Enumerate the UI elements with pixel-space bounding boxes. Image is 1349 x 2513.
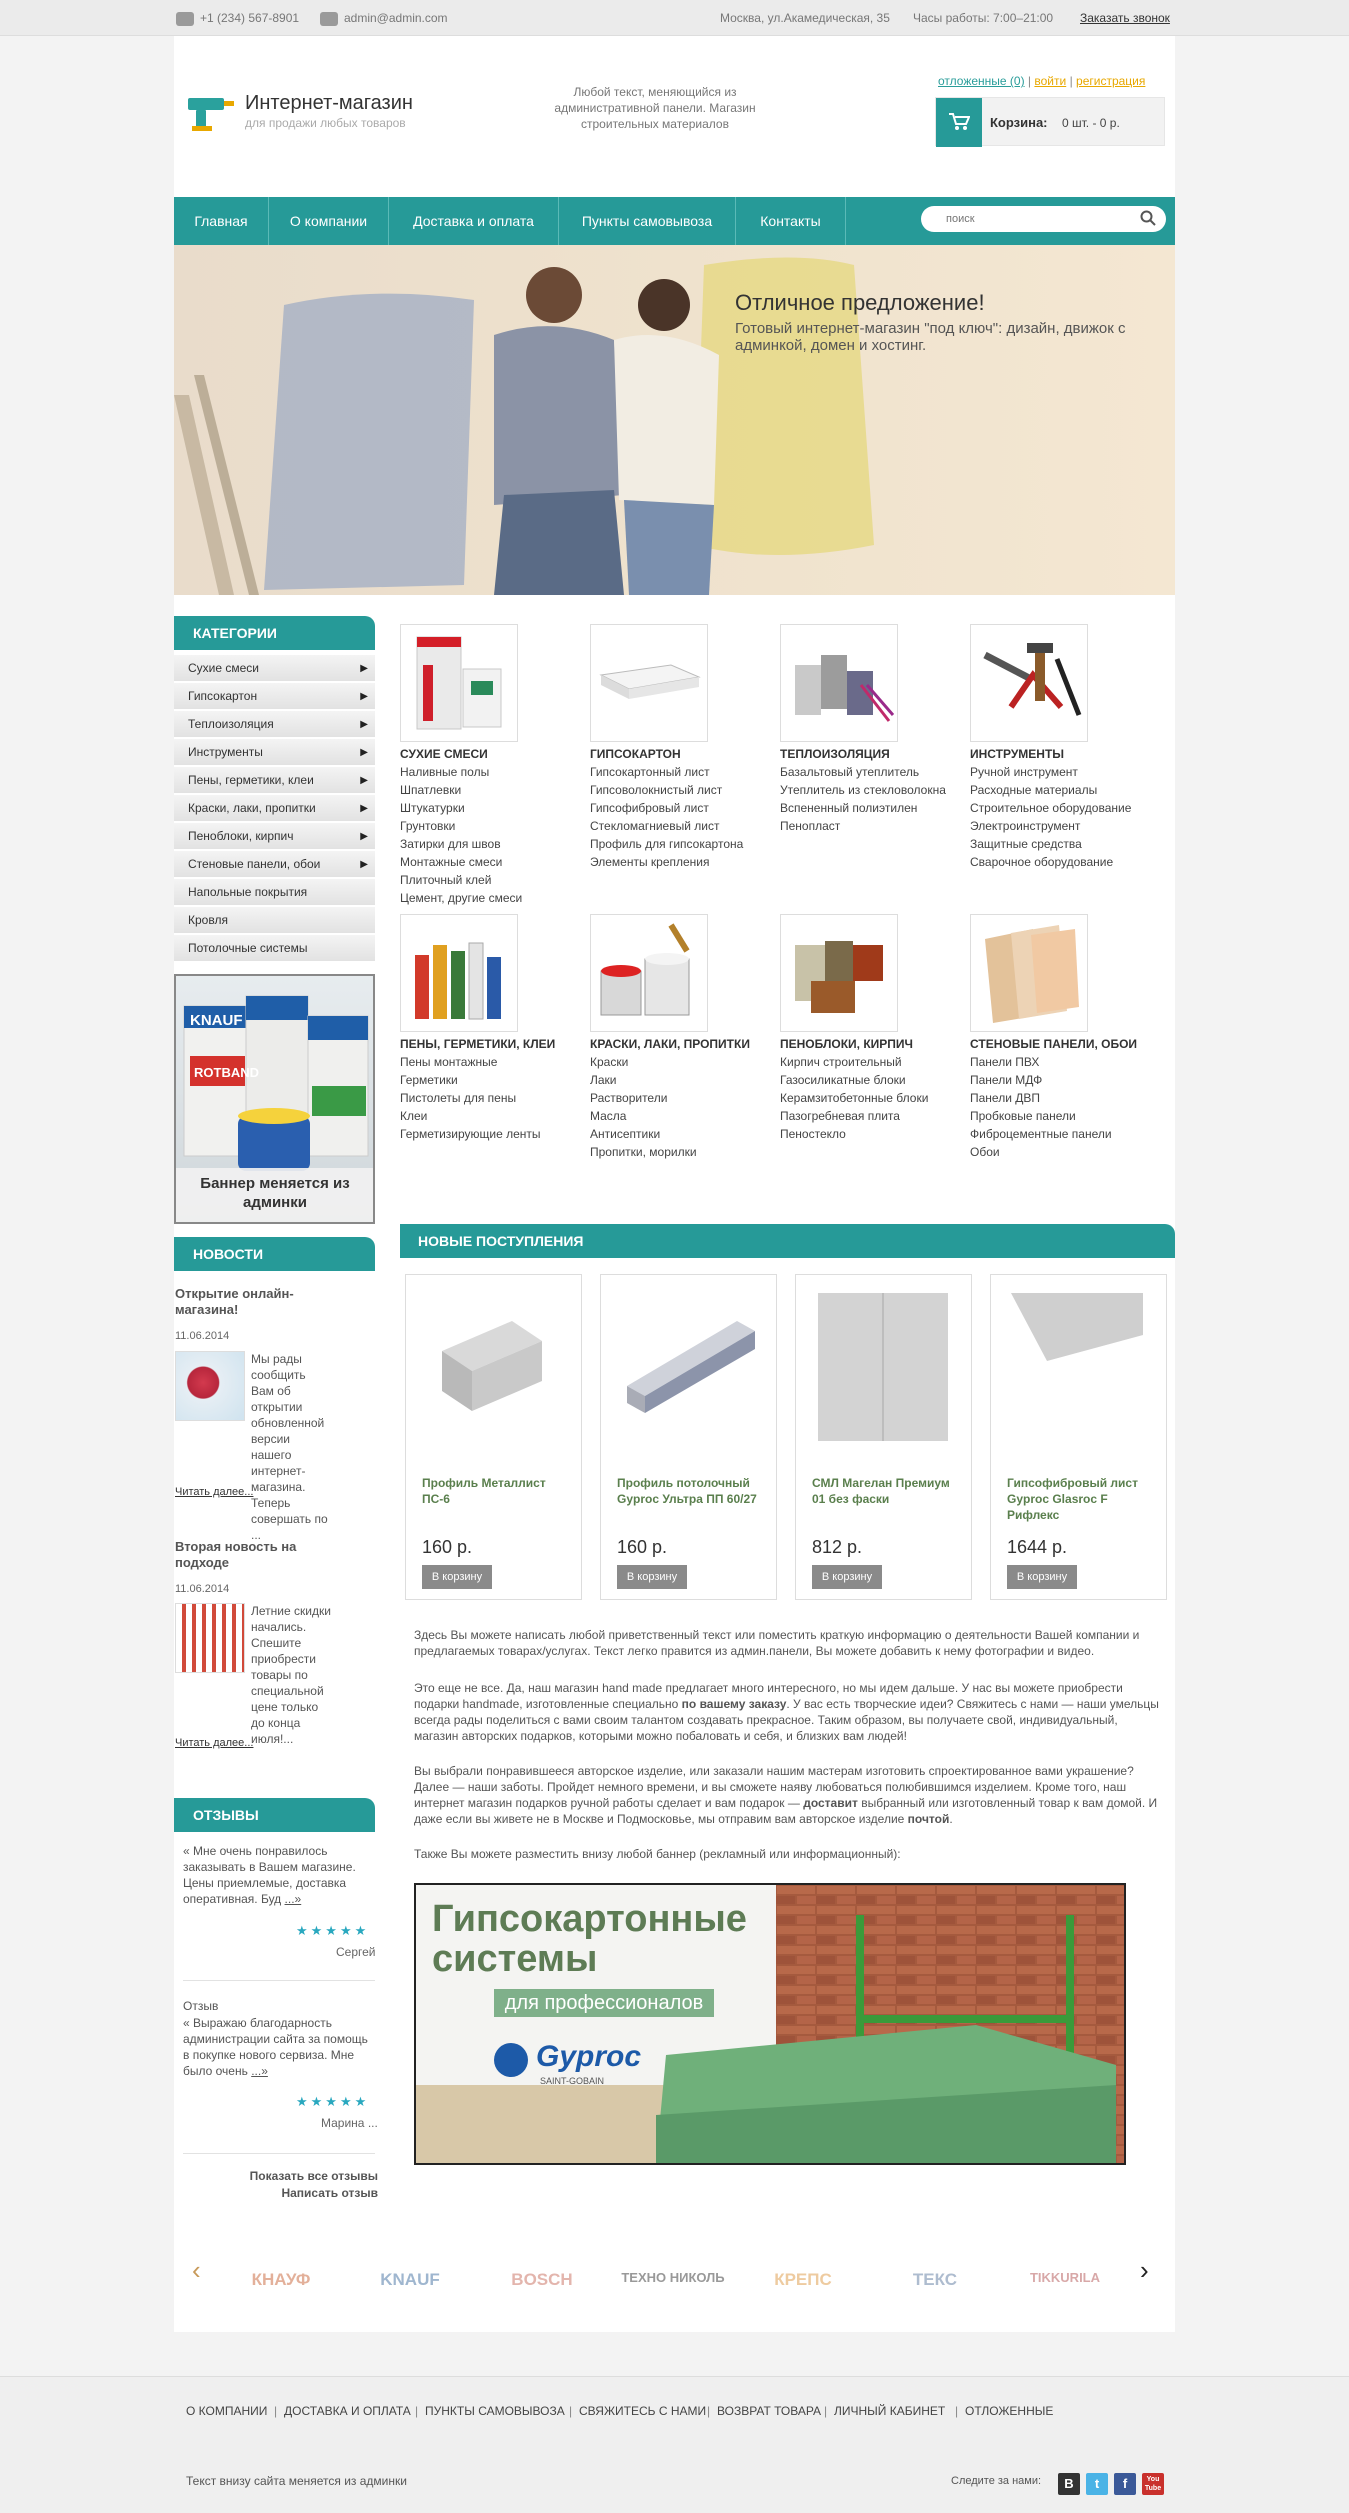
cart-label: Корзина: [990, 115, 1048, 130]
category-image[interactable] [400, 914, 518, 1032]
content-paragraph: Здесь Вы можете написать любой приветственный текст или поместить краткую информацию о деятельности Вашей компании и предлагаемых товарах/услугах. Текст легко правится из админ.панели, Вы можете добавить к нему фотографии и видео. [414, 1628, 1140, 1658]
top-bar [0, 0, 1349, 36]
search-icon[interactable] [1140, 210, 1156, 226]
nav-home[interactable]: Главная [174, 197, 269, 245]
news-heading: НОВОСТИ [174, 1237, 375, 1271]
footer-link[interactable]: ОТЛОЖЕННЫЕ [965, 2404, 1054, 2418]
subcategory-link[interactable]: Стекломагниевый лист [590, 819, 720, 833]
banner-brand-sub: SAINT-GOBAIN [540, 2076, 605, 2086]
add-to-cart-button[interactable]: В корзину [422, 1565, 492, 1589]
header-text: Любой текст, меняющийся из административной панели. Магазин строительных материалов [554, 85, 756, 131]
subcategory-link[interactable]: Гипсоволокнистый лист [590, 783, 723, 797]
brand-logo[interactable]: ТЕКС [912, 2270, 958, 2289]
product-card[interactable] [600, 1274, 777, 1600]
site-title[interactable]: Интернет-магазин [245, 92, 413, 114]
sidebar-category[interactable]: Потолочные системы [174, 935, 375, 962]
hero-image [174, 245, 1175, 595]
sidebar-category[interactable]: Гипсокартон ▶ [174, 683, 375, 710]
subcategory-link[interactable]: Фиброцементные панели [970, 1127, 1112, 1141]
news-title[interactable]: Вторая новость на подходе [175, 1539, 297, 1570]
subcategory-link[interactable]: Растворители [590, 1091, 668, 1105]
subcategory-link[interactable]: Клеи [400, 1109, 428, 1123]
category-subcategory-list [780, 763, 946, 835]
cart-value: 0 шт. - 0 р. [1062, 116, 1120, 130]
chevron-right-icon: ▶ [360, 747, 368, 758]
subcategory-link[interactable]: Профиль для гипсокартона [590, 837, 744, 851]
sidebar-category[interactable]: Стеновые панели, обои ▶ [174, 851, 375, 878]
subcategory-link[interactable]: Пеностекло [780, 1127, 846, 1141]
product-name[interactable]: Профиль потолочный Gyproc Ультра ПП 60/27 [617, 1476, 757, 1506]
add-to-cart-button[interactable]: В корзину [1007, 1565, 1077, 1589]
content-paragraph: Также Вы можете разместить внизу любой баннер (рекламный или информационный): [414, 1847, 901, 1861]
chevron-right-icon: ▶ [360, 663, 368, 674]
login-link[interactable]: войти [1034, 74, 1067, 88]
subcategory-link[interactable]: Панели ПВХ [970, 1055, 1040, 1069]
category-subcategory-list [970, 763, 1131, 871]
chevron-right-icon: ▶ [360, 691, 368, 702]
main-nav [174, 197, 1175, 245]
show-all-reviews-link[interactable]: Показать все отзывы [249, 2169, 378, 2183]
brand-logo[interactable]: КРЕПС [774, 2270, 832, 2289]
banner-title-line1: Гипсокартонные [432, 1898, 747, 1940]
brands-prev-arrow[interactable]: ‹ [192, 2255, 201, 2285]
subcategory-link[interactable]: Наливные полы [400, 765, 490, 779]
category-image[interactable] [780, 914, 898, 1032]
subcategory-link[interactable]: Расходные материалы [970, 783, 1098, 797]
subcategory-link[interactable]: Базальтовый утеплитель [780, 765, 920, 779]
chevron-right-icon: ▶ [360, 831, 368, 842]
subcategory-link[interactable]: Утеплитель из стекловолокна [780, 783, 946, 797]
nav-pickup[interactable]: Пункты самовывоза [559, 197, 736, 245]
site-subtitle: для продажи любых товаров [245, 116, 406, 130]
category-subcategory-list [590, 763, 743, 871]
category-image[interactable] [970, 624, 1088, 742]
vk-icon[interactable]: B [1058, 2473, 1080, 2495]
subcategory-link[interactable]: Защитные средства [970, 837, 1082, 851]
product-price: 1644 р. [1007, 1537, 1068, 1557]
brand-logo[interactable]: TIKKURILA [1029, 2270, 1101, 2285]
category-title[interactable]: ТЕПЛОИЗОЛЯЦИЯ [780, 747, 890, 761]
product-price: 160 р. [422, 1537, 473, 1557]
review-more-link[interactable]: ...» [251, 2064, 268, 2078]
callback-link[interactable]: Заказать звонок [1080, 11, 1170, 25]
banner-brand: Gyproc [536, 2040, 642, 2073]
twitter-icon[interactable]: t [1086, 2473, 1108, 2495]
add-to-cart-button[interactable]: В корзину [617, 1565, 687, 1589]
subcategory-link[interactable]: Цемент, другие смеси [400, 891, 523, 905]
phone-icon [176, 12, 194, 26]
header-links: отложенные (0) | войти | регистрация [938, 74, 1146, 88]
brands-next-arrow[interactable]: › [1140, 2255, 1149, 2285]
category-subcategory-list [590, 1053, 697, 1161]
subcategory-link[interactable]: Ручной инструмент [970, 765, 1078, 779]
subcategory-link[interactable]: Вспененный полиэтилен [780, 801, 918, 815]
divider [183, 2153, 375, 2154]
subcategory-link[interactable]: Кирпич строительный [780, 1055, 902, 1069]
news-thumbnail[interactable] [175, 1351, 245, 1421]
banner-title-line2: системы [432, 1938, 598, 1980]
subcategory-link[interactable]: Пропитки, морилки [590, 1145, 697, 1159]
nav-about[interactable]: О компании [269, 197, 389, 245]
chevron-right-icon: ▶ [360, 719, 368, 730]
news-read-more[interactable]: Читать далее... [175, 1737, 254, 1749]
sidebar-category[interactable]: Инструменты ▶ [174, 739, 375, 766]
subcategory-link[interactable]: Газосиликатные блоки [780, 1073, 906, 1087]
subcategory-link[interactable]: Пены монтажные [400, 1055, 498, 1069]
sidebar-category[interactable]: Сухие смеси ▶ [174, 655, 375, 682]
subcategory-link[interactable]: Пистолеты для пены [400, 1091, 517, 1105]
category-title[interactable]: ГИПСОКАРТОН [590, 747, 681, 761]
subcategory-link[interactable]: Шпатлевки [400, 783, 462, 797]
product-image[interactable] [1007, 1291, 1147, 1441]
category-image[interactable] [780, 624, 898, 742]
subcategory-link[interactable]: Электроинструмент [970, 819, 1081, 833]
subcategory-link[interactable]: Антисептики [590, 1127, 661, 1141]
product-image[interactable] [617, 1291, 757, 1441]
category-title[interactable]: ПЕНЫ, ГЕРМЕТИКИ, КЛЕИ [400, 1037, 556, 1051]
footer-link[interactable]: ПУНКТЫ САМОВЫВОЗА [425, 2404, 565, 2418]
product-price: 812 р. [812, 1537, 863, 1557]
sidebar-category[interactable]: Кровля [174, 907, 375, 934]
sidebar-category[interactable]: Теплоизоляция ▶ [174, 711, 375, 738]
subcategory-link[interactable]: Лаки [590, 1073, 617, 1087]
subcategory-link[interactable]: Плиточный клей [400, 873, 492, 887]
review-label: Отзыв [183, 1999, 219, 2013]
sidebar-banner-text: Баннер меняется из админки [200, 1175, 350, 1211]
subcategory-link[interactable]: Панели ДВП [970, 1091, 1040, 1105]
sidebar-banner[interactable] [174, 974, 375, 1224]
category-title[interactable]: СУХИЕ СМЕСИ [400, 747, 488, 761]
svg-text:ROTBAND: ROTBAND [194, 1065, 259, 1080]
address: Москва, ул.Акамедическая, 35 [720, 11, 890, 25]
gyproc-banner[interactable] [414, 1883, 1126, 2165]
content-paragraph: Это еще не все. Да, наш магазин hand made предлагает много интересного, но мы идем дальше. У нас вы можете приобрести подарки handmade, изготовленные специально по вашему заказу. У вас есть творческие идеи? Свяжитесь с нами — наши умельцы всегда рады поделиться с вами своим талантом создавать прекрасное. Таким образом, вы получаете свой, индивидуальный, магазин авторских подарков, которыми можно побаловать и себя, и близких вам людей! [414, 1681, 1159, 1743]
review-author: Марина ... [321, 2116, 378, 2130]
sidebar-category[interactable]: Краски, лаки, пропитки ▶ [174, 795, 375, 822]
subcategory-link[interactable]: Пробковые панели [970, 1109, 1076, 1123]
phone-contact[interactable]: +1 (234) 567-8901 [176, 11, 299, 26]
footer-link[interactable]: О КОМПАНИИ [186, 2404, 268, 2418]
news-title[interactable]: Открытие онлайн-магазина! [175, 1286, 294, 1317]
news-text: Летние скидки начались. Спешите приобрести товары по специальной цене только до конца июля!... [251, 1604, 331, 1746]
footer-link[interactable]: ДОСТАВКА И ОПЛАТА [284, 2404, 411, 2418]
review-rating-stars: ★★★★★ [296, 2094, 370, 2109]
cart-icon [936, 98, 982, 147]
subcategory-link[interactable]: Затирки для швов [400, 837, 501, 851]
product-name[interactable]: СМЛ Магелан Премиум 01 без фаски [812, 1476, 950, 1506]
logo-drill-icon[interactable] [186, 94, 234, 132]
product-card[interactable] [795, 1274, 972, 1600]
category-subcategory-list [970, 1053, 1112, 1161]
category-image[interactable] [590, 624, 708, 742]
footer-link[interactable]: СВЯЖИТЕСЬ С НАМИ [579, 2404, 707, 2418]
subcategory-link[interactable]: Строительное оборудование [970, 801, 1132, 815]
subcategory-link[interactable]: Краски [590, 1055, 629, 1069]
subcategory-link[interactable]: Гипсокартонный лист [590, 765, 710, 779]
mail-icon [320, 12, 338, 26]
category-image[interactable] [970, 914, 1088, 1032]
news-text: Мы рады сообщить Вам об открытии обновленной версии нашего интернет-магазина. Теперь совершать по ... [251, 1352, 328, 1542]
category-subcategory-list [400, 1053, 541, 1143]
subcategory-link[interactable]: Пенопласт [780, 819, 841, 833]
add-to-cart-button[interactable]: В корзину [812, 1565, 882, 1589]
news-read-more[interactable]: Читать далее... [175, 1486, 254, 1498]
brand-logo[interactable]: ТЕХНО НИКОЛЬ [621, 2270, 725, 2285]
hero-title: Отличное предложение! [735, 290, 985, 315]
footer-text: Текст внизу сайта меняется из админки [186, 2474, 407, 2488]
news-date: 11.06.2014 [175, 1330, 230, 1342]
register-link[interactable]: регистрация [1076, 74, 1146, 88]
review-text: « Выражаю благодарность администрации сайта за помощь в покупке нового сервиза. Мне было очень ...» [183, 2016, 368, 2078]
review-rating-stars: ★★★★★ [296, 1923, 370, 1938]
sidebar-category[interactable]: Пеноблоки, кирпич ▶ [174, 823, 375, 850]
subcategory-link[interactable]: Грунтовки [400, 819, 456, 833]
product-card[interactable] [405, 1274, 582, 1600]
subcategory-link[interactable]: Элементы крепления [590, 855, 710, 869]
subcategory-link[interactable]: Штукатурки [400, 801, 465, 815]
deferred-link[interactable]: отложенные (0) [938, 74, 1025, 88]
youtube-icon[interactable]: You Tube [1142, 2473, 1164, 2495]
subcategory-link[interactable]: Панели МДФ [970, 1073, 1043, 1087]
product-image[interactable] [812, 1291, 952, 1441]
category-title[interactable]: ПЕНОБЛОКИ, КИРПИЧ [780, 1037, 913, 1051]
category-title[interactable]: ИНСТРУМЕНТЫ [970, 747, 1065, 761]
brand-logo[interactable]: КНАУФ [251, 2270, 311, 2289]
subcategory-link[interactable]: Керамзитобетонные блоки [780, 1091, 929, 1105]
subcategory-link[interactable]: Герметизирующие ленты [400, 1127, 541, 1141]
search-input[interactable] [921, 206, 1166, 232]
product-name[interactable]: Гипсофибровый лист Gyproc Glasroc F Рифлекс [1007, 1476, 1138, 1522]
social-label: Следите за нами: [951, 2475, 1042, 2487]
news-date: 11.06.2014 [175, 1583, 230, 1595]
svg-text:KNAUF: KNAUF [190, 1012, 243, 1029]
review-author: Сергей [336, 1945, 376, 1959]
review-text: « Мне очень понравилось заказывать в Вашем магазине. Цены приемлемые, доставка оперативная. Буд ...» [183, 1844, 356, 1906]
categories-heading: КАТЕГОРИИ [174, 616, 375, 650]
sidebar-category[interactable]: Напольные покрытия [174, 879, 375, 906]
subcategory-link[interactable]: Монтажные смеси [400, 855, 503, 869]
chevron-right-icon: ▶ [360, 859, 368, 870]
brand-logo[interactable]: KNAUF [380, 2270, 440, 2289]
work-hours: Часы работы: 7:00–21:00 [913, 11, 1054, 25]
nav-delivery[interactable]: Доставка и оплата [389, 197, 559, 245]
subcategory-link[interactable]: Масла [590, 1109, 627, 1123]
subcategory-link[interactable]: Пазогребневая плита [780, 1109, 900, 1123]
divider [183, 1980, 375, 1981]
footer-link[interactable]: ЛИЧНЫЙ КАБИНЕТ [834, 2404, 946, 2418]
sidebar-category[interactable]: Пены, герметики, клеи ▶ [174, 767, 375, 794]
subcategory-link[interactable]: Сварочное оборудование [970, 855, 1114, 869]
product-price: 160 р. [617, 1537, 668, 1557]
category-title[interactable]: КРАСКИ, ЛАКИ, ПРОПИТКИ [590, 1037, 750, 1051]
reviews-heading: ОТЗЫВЫ [174, 1798, 375, 1832]
category-title[interactable]: СТЕНОВЫЕ ПАНЕЛИ, ОБОИ [970, 1037, 1138, 1051]
subcategory-link[interactable]: Герметики [400, 1073, 458, 1087]
subcategory-link[interactable]: Обои [970, 1145, 1000, 1159]
category-image[interactable] [400, 624, 518, 742]
hero-subtitle: Готовый интернет-магазин "под ключ": дизайн, движок с админкой, домен и хостинг. [735, 320, 1126, 354]
product-card[interactable] [990, 1274, 1167, 1600]
chevron-right-icon: ▶ [360, 775, 368, 786]
review-more-link[interactable]: ...» [284, 1892, 302, 1906]
banner-subtitle: для профессионалов [494, 1989, 714, 2017]
product-image[interactable] [422, 1291, 562, 1441]
footer-link[interactable]: ВОЗВРАТ ТОВАРА [717, 2404, 822, 2418]
subcategory-link[interactable]: Гипсофибровый лист [590, 801, 709, 815]
email-contact[interactable]: admin@admin.com [320, 11, 448, 26]
nav-contacts[interactable]: Контакты [736, 197, 846, 245]
category-subcategory-list [400, 763, 522, 907]
cart-widget[interactable] [935, 97, 1165, 146]
news-thumbnail[interactable] [175, 1603, 245, 1673]
product-name[interactable]: Профиль Металлист ПС-6 [422, 1476, 546, 1506]
hero-banner[interactable] [174, 245, 1175, 595]
category-subcategory-list [780, 1053, 928, 1143]
brand-logo[interactable]: BOSCH [511, 2270, 573, 2289]
category-image[interactable] [590, 914, 708, 1032]
write-review-link[interactable]: Написать отзыв [281, 2186, 378, 2200]
content-paragraph: Вы выбрали понравившееся авторское изделие, или заказали нашим мастерам изготовить спроектированное вами украшение? Далее — наши заботы. Пройдет немного времени, и вы сможете наяву любоваться полюбившимся изделием. Кроме того, наш интернет магазин подарков ручной работы сделает и вам подарок — доставит выбранный или изготовленный товар к вам домой. И даже если вы живете не в Москве и Подмосковье, мы отправим вам авторское изделие почтой. [414, 1764, 1158, 1826]
facebook-icon[interactable]: f [1114, 2473, 1136, 2495]
chevron-right-icon: ▶ [360, 803, 368, 814]
new-products-heading: НОВЫЕ ПОСТУПЛЕНИЯ [400, 1224, 1175, 1258]
